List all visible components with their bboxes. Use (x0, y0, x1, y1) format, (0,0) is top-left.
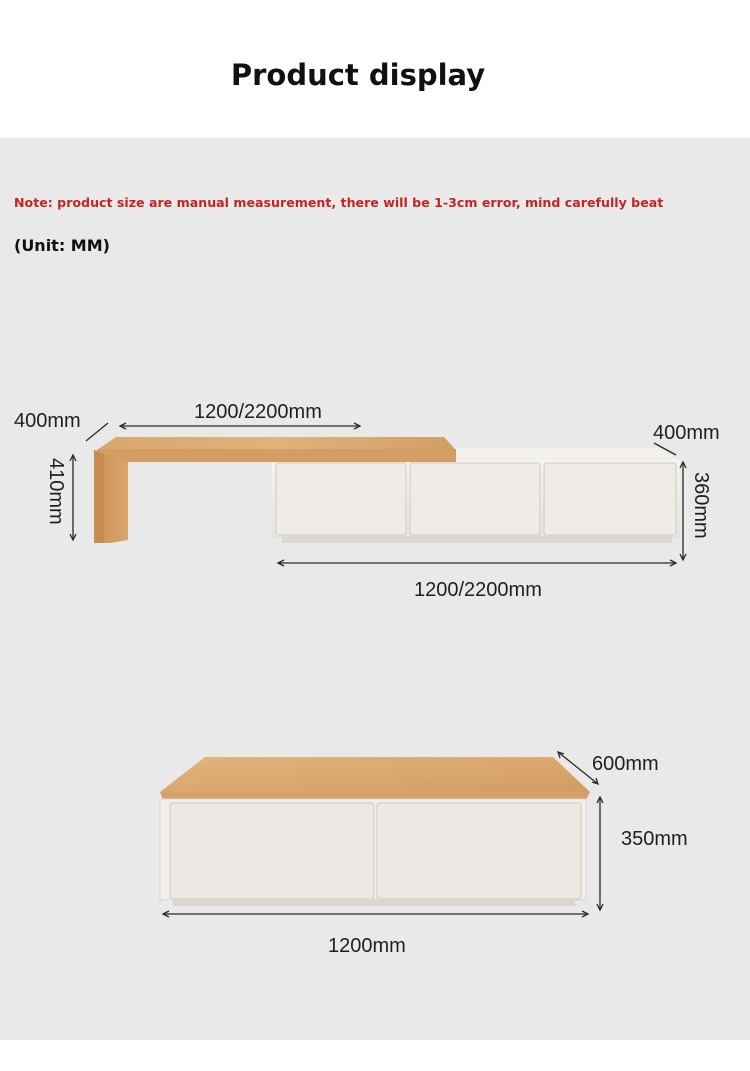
tv-cabinet (94, 437, 680, 543)
coffee-table-drawer (377, 803, 581, 899)
tv-top-depth-label: 400mm (14, 410, 81, 432)
unit-label: (Unit: MM) (14, 236, 110, 255)
drawer-front (410, 463, 540, 535)
tv-side-height-label: 410mm (45, 458, 67, 525)
drawer-front (276, 463, 406, 535)
coffee-table-drawer (170, 803, 374, 899)
measurement-note: Note: product size are manual measurement, there will be 1-3cm error, mind carefully beat (14, 195, 664, 210)
tv-top-length-label: 1200/2200mm (194, 401, 322, 423)
coffee-table-top (160, 757, 590, 792)
tv-base-length-label: 1200/2200mm (414, 579, 542, 601)
wood-top (97, 437, 456, 450)
page-title: Product display (230, 58, 486, 92)
base-cabinet-plinth (282, 536, 672, 543)
wood-top-edge (97, 449, 456, 462)
coffee-table (160, 757, 590, 906)
coffee-depth-label: 600mm (592, 753, 659, 775)
wood-leg-shade (94, 450, 104, 543)
tv-base-height-label: 360mm (690, 472, 712, 539)
tv-base-depth-label: 400mm (653, 422, 720, 444)
coffee-length-label: 1200mm (328, 935, 406, 957)
coffee-table-plinth (173, 899, 575, 906)
coffee-height-label: 350mm (621, 828, 688, 850)
drawer-front (544, 463, 676, 535)
